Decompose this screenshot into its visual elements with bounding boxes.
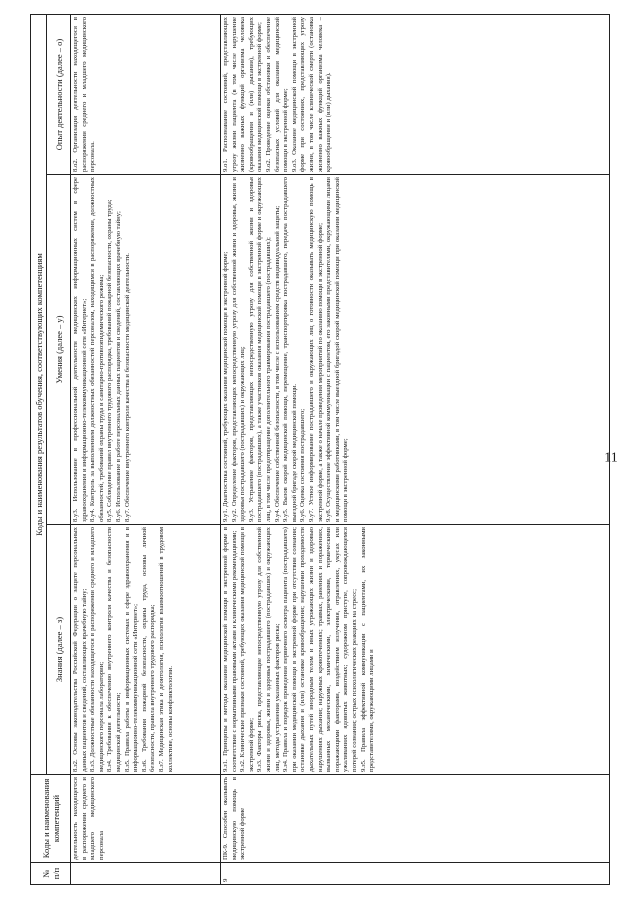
header-row-2 [47, 15, 71, 885]
row-experience [221, 15, 610, 175]
row-knowledge [71, 525, 221, 775]
skill-item: 9.у8. Осуществление эффективной коммуникации с пациентом, его законными представителями, окружающими лицами и медицинскими работниками, в том числе выездной бригадой скорой медицинской помощи при оказании медицинской помощи в экстренной форме; [325, 177, 350, 522]
table-row [221, 15, 610, 885]
header-knowledge: Знания (далее – з) [47, 525, 71, 775]
knowledge-item: 9.з1. Принципы и методы оказания медицинской помощи в экстренной форме в соответствии с нормативными правовыми актами и клиническими рекомендациями; [222, 527, 238, 772]
page-number: 11 [604, 450, 618, 466]
skill-item: 8.у3. Использование в профессиональной деятельности медицинских информационных систем в сфере здравоохранения и информационно-телекоммуникационной сети «Интернет»; [72, 177, 88, 522]
skill-item: 8.у5. Соблюдение правил внутреннего трудового распорядка, требований пожарной безопасности, охраны труда; [106, 199, 114, 522]
skill-item: 8.у4. Контроль за выполнением должностных обязанностей персоналом, находящимся в распоряжении, должностных обязанностей, требований охраны труда и санитарно-противоэпидемического режима; [89, 177, 105, 522]
knowledge-item: 9.з2. Клинические признаки состояний, требующих оказания медицинской помощи в экстренной форме; [239, 527, 255, 772]
knowledge-item: 8.з3. Должностные обязанности находящегося в распоряжении среднего и младшего медицинского персонала лаборатории; [89, 527, 105, 772]
knowledge-item: 9.з4. Правила и порядок проведения первичного осмотра пациента (пострадавшего) при оказании медицинской помощи в экстренной форме при отсутствии сознания; остановке дыхания и (или) остановке кровообращения; нарушении проходимости дыхательных путей инородным телом и иных угрожающих жизни и здоровью нарушениях дыхания; наружных кровотечениях; травмах, ранениях и поражениях, вызванных механическими, химическими, электрическими, термическими поражающими факторами, воздействием излучения, отравлениях, укусах или ужаливаниях ядовитых животных; судорожном приступе, сопровождающемся потерей сознания; острых психологических реакциях на стресс; [282, 527, 358, 772]
skill-item: 8.у7. Обеспечение внутреннего контроля качества и безопасности медицинской деятельности. [123, 253, 131, 522]
row-num [71, 863, 221, 885]
experience-item: 9.о3. Оказание медицинской помощи в экстренной форме при состояниях, представляющих угрозу жизни, в том числе клинической смерти (остановка жизненно важных функций организма человека – кровообращения и (или) дыхания). [290, 17, 333, 172]
header-results-title: Коды и наименования результатов обучения, соответствующих компетенциям [31, 15, 47, 775]
skill-item: 9.у2. Определение факторов, представляющих непосредственную угрозу для собственной жизни и здоровья, жизни и здоровья пострадавшего (пострадавших) и окружающих лиц; [230, 177, 247, 522]
skill-item: 9.у1. Диагностика состояний, требующих оказания медицинской помощи в экстренной форме; [222, 251, 229, 522]
header-row-1 [31, 15, 47, 885]
skill-item: 9.у7. Устное информирование пострадавшего и окружающих лиц о готовности оказывать медицинскую помощь в экстренной форме, а также о начале проведения мероприятий по оказанию помощи в экстренной форме; [307, 177, 324, 522]
row-skills [71, 175, 221, 525]
experience-item: 9.о2. Проведение оценки обстановки и обеспечение безопасных условий для оказания медицинской помощи в экстренной форме; [264, 17, 290, 172]
header-num: № п/п [31, 863, 71, 885]
skill-item: 9.у5. Вызов скорой медицинской помощи, перемещение, транспортировка пострадавшего, передача пострадавшего выездной бригаде скорой медицинской помощи. [282, 177, 298, 522]
knowledge-item: 8.з2. Основы законодательства Российской Федерации о защите персональных данных пациентов и сведений, составляющих врачебную тайну; [72, 527, 88, 772]
knowledge-item: 8.з6. Требования пожарной безопасности, охраны труда, основы личной безопасности, правила внутреннего трудового распорядка; [140, 527, 157, 772]
experience-item: 9.о1. Распознавание состояний, представляющих угрозу жизни пациента (в том числе нарушение жизненно важных функций организма человека (кровообращения и (или) дыхания), требующих оказания медицинской помощи в экстренной форме; [222, 17, 264, 172]
knowledge-item: 8.з7. Медицинская этика и деонтология, психология взаимоотношений в трудовом коллективе, основы конфликтологии. [157, 527, 174, 772]
skill-item: 8.у6. Использование в работе персональных данных пациентов и сведений, составляющих врачебную тайну; [114, 211, 122, 522]
header-codes: Коды и наименования компетенций [31, 775, 71, 863]
skill-item: 9.у3. Устранение факторов, представляющих непосредственную угрозу для собственной жизни и здоровья пострадавшего (пострадавших), а также участников оказания медицинской помощи в экстренной форме и окружающих лиц, в том числе предотвращение дополнительного травмирования пострадавшего (пострадавших); [247, 177, 272, 522]
table-row [71, 15, 221, 885]
row-competency: ПК-9. Способен оказывать медицинскую помощь в экстренной форме [221, 775, 610, 863]
header-skills: Умения (далее – у) [47, 175, 71, 525]
knowledge-item: 8.з5. Правила работы в информационных системах в сфере здравоохранения и в информационно-телекоммуникационной сети «Интернет»; [123, 527, 140, 772]
knowledge-item: 8.з4. Требования к обеспечению внутреннего контроля качества и безопасности медицинской деятельности; [106, 527, 122, 772]
experience-item: 8.о2. Организация деятельности находящегося в распоряжении среднего и младшего медицинского персонала. [72, 17, 97, 172]
knowledge-item: 9.з3. Факторы риска, представляющие непосредственную угрозу для собственной жизни и здоровья, жизни и здоровья пострадавшего (пострадавших) и окружающих лиц, методы устранения указанных факторов риска; [256, 527, 281, 772]
row-skills [221, 175, 610, 525]
row-competency: деятельность находящегося в распоряжении среднего и младшего медицинского персонала [71, 775, 221, 863]
competency-table [30, 14, 610, 885]
header-experience: Опыт деятельности (далее – о) [47, 15, 71, 175]
skill-item: 9.у6. Оценка состояния пострадавшего; [299, 408, 307, 522]
row-knowledge [221, 525, 610, 775]
row-num: 9 [221, 863, 610, 885]
row-experience [71, 15, 221, 175]
skill-item: 9.у4. Обеспечение собственной безопасности, в том числе с использованием средств индивидуальной защиты; [273, 205, 281, 522]
knowledge-item: 9.з5. Правила эффективной коммуникации с пациентами, их законными представителями, окружающими лицами и [359, 527, 376, 772]
